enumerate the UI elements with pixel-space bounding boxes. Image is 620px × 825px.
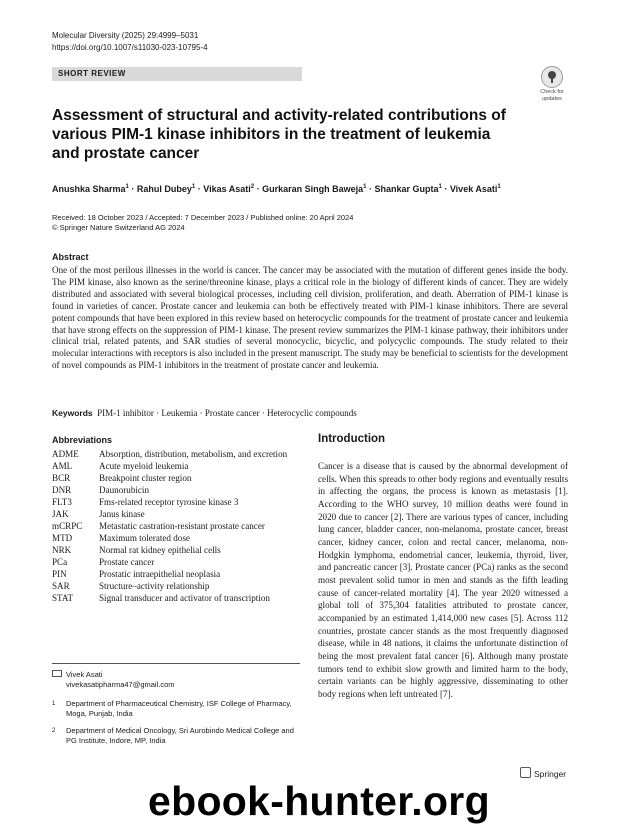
keywords-label: Keywords <box>52 408 93 418</box>
abbreviation-key: FLT3 <box>52 497 72 507</box>
article-title: Assessment of structural and activity-related contributions of various PIM-1 kinase inhibitors in the treatment of leukemia and prostate cancer <box>52 107 506 162</box>
abbreviation-key: STAT <box>52 593 73 603</box>
journal-header <box>52 30 208 54</box>
abbreviations-list <box>52 448 302 604</box>
abbreviation-key: AML <box>52 461 73 471</box>
copyright-line: © Springer Nature Switzerland AG 2024 <box>52 223 185 232</box>
footnote-divider <box>52 663 300 664</box>
doi-link[interactable]: https://doi.org/10.1007/s11030-023-10795-4 <box>52 43 208 52</box>
abbreviation-row <box>52 496 302 508</box>
author-affiliation-mark: 1 <box>497 184 501 190</box>
abbreviation-row <box>52 484 302 496</box>
abbreviation-row <box>52 508 302 520</box>
abbreviation-row <box>52 580 302 592</box>
abbreviation-value: Signal transducer and activator of transcription <box>99 593 270 603</box>
abbreviation-key: BCR <box>52 473 71 483</box>
abbreviation-row <box>52 448 302 460</box>
abbreviation-row <box>52 532 302 544</box>
watermark: ebook-hunter.org <box>148 778 490 824</box>
affiliation-number: 1 <box>52 701 56 707</box>
abbreviation-key: ADME <box>52 449 79 459</box>
abbreviation-key: JAK <box>52 509 69 519</box>
abbreviation-row <box>52 460 302 472</box>
abbreviation-value: Daunorubicin <box>99 485 150 495</box>
publisher-logo <box>520 767 566 779</box>
abbreviation-value: Normal rat kidney epithelial cells <box>99 545 221 555</box>
keywords <box>52 407 572 419</box>
history-dates: Received: 18 October 2023 / Accepted: 7 December 2023 / Published online: 20 April 2024 <box>52 213 354 222</box>
abbreviation-row <box>52 472 302 484</box>
abbreviation-value: Absorption, distribution, metabolism, and excretion <box>99 449 288 459</box>
author-name[interactable]: Vikas Asati <box>203 184 251 194</box>
author-affiliation-mark: 1 <box>125 184 129 190</box>
abbreviation-value: Breakpoint cluster region <box>99 473 192 483</box>
abbreviation-key: PIN <box>52 569 67 579</box>
introduction-heading: Introduction <box>318 433 386 445</box>
author-affiliation-mark: 1 <box>363 184 367 190</box>
abbreviation-value: Metastatic castration-resistant prostate cancer <box>99 521 265 531</box>
correspondence <box>52 670 175 690</box>
abbreviation-key: SAR <box>52 581 70 591</box>
badge-line1: Check for <box>540 89 564 95</box>
abbreviation-row <box>52 544 302 556</box>
corresponding-author-email[interactable]: vivekasatipharma47@gmail.com <box>66 680 175 689</box>
abbreviation-row <box>52 520 302 532</box>
author-affiliation-mark: 2 <box>250 184 255 190</box>
abbreviation-value: Maximum tolerated dose <box>99 533 190 543</box>
affiliation-text: Department of Pharmaceutical Chemistry, ISF College of Pharmacy, Moga, Punjab, India <box>66 699 292 718</box>
abbreviation-key: PCa <box>52 557 68 567</box>
affiliation <box>52 699 302 719</box>
author-name[interactable]: Rahul Dubey <box>136 184 192 194</box>
abbreviation-value: Janus kinase <box>99 509 145 519</box>
badge-line2: updates <box>542 96 562 102</box>
check-for-updates-badge[interactable] <box>536 66 568 100</box>
publication-dates <box>52 213 353 233</box>
abbreviation-key: mCRPC <box>52 521 83 531</box>
affiliation-text: Department of Medical Oncology, Sri Aurobindo Medical College and PG Institute, Indore, MP, India <box>66 726 294 745</box>
check-for-updates-icon <box>541 66 563 88</box>
abbreviation-value: Structure–activity relationship <box>99 581 210 591</box>
abbreviation-key: MTD <box>52 533 73 543</box>
abbreviation-value: Prostatic intraepithelial neoplasia <box>99 569 221 579</box>
author-affiliation-mark: 1 <box>191 184 196 190</box>
abbreviation-value: Acute myeloid leukemia <box>99 461 189 471</box>
author-name[interactable]: Gurkaran Singh Baweja <box>262 184 364 194</box>
abstract-text: One of the most perilous illnesses in the world is cancer. The cancer may be associated with the mutation of different genes inside the body. The PIM kinase, also known as the serine/threonine kinase, plays a critical role in the biology of different kinds of cancer. They are widely distributed and associated with several biological processes, including cell division, proliferation, and death. Aberration of PIM-1 kinase is found in varieties of cancer. Prostate cancer and leukemia can both be effectively treated with PIM-1 kinase inhibitors. There are several potent compounds that have been explored in this review based on heterocyclic compounds for the treatment of prostate cancer and leukemia that have strong effects on the suppression of PIM-1 kinase. The present review summarizes the PIM-1 kinase pathway, their inhibitors under clinical trial, related patents, and SAR studies of several monocyclic, bicyclic, and polycyclic compounds. The study related to their molecular interactions with receptors is also included in the present manuscript. The study may be beneficial to scientists for the development of novel compounds as PIM-1 inhibitors in the treatment of prostate cancer and leukemia. <box>52 265 568 371</box>
journal-citation: Molecular Diversity (2025) 29:4999–5031 <box>52 31 199 40</box>
abbreviation-value: Fms-related receptor tyrosine kinase 3 <box>99 497 239 507</box>
keywords-text: PIM-1 inhibitor · Leukemia · Prostate cancer · Heterocyclic compounds <box>97 408 357 418</box>
corresponding-author-name: Vivek Asati <box>66 670 103 679</box>
abbreviation-row <box>52 568 302 580</box>
abbreviations-heading: Abbreviations <box>52 435 113 445</box>
springer-horse-icon <box>520 767 531 778</box>
affiliation <box>52 726 302 746</box>
envelope-icon <box>52 670 62 677</box>
abbreviation-value: Prostate cancer <box>99 557 155 567</box>
abbreviation-row <box>52 592 302 604</box>
section-label: SHORT REVIEW <box>52 67 302 81</box>
abbreviation-key: DNR <box>52 485 72 495</box>
author-list: Anushka Sharma$^1$ · Rahul Dubey$^1$ · Vikas Asati$^2$ · Gurkaran Singh Baweja$^1$ · Shankar Gupta$^1$ · Vivek Asati$^1$ <box>52 184 501 194</box>
introduction-text: Cancer is a disease that is caused by the abnormal development of cells. When this spreads to other body regions and eventually results in affecting the organs, the process is known as metastasis [1]. According to the WHO survey, 10 million deaths were found in 2020 due to cancer [2]. There are various types of cancer, including lung cancer, bladder cancer, non-melanoma, prostate cancer, breast cancer, kidney cancer, colon and rectal cancer, melanoma, non-Hodgkin lymphoma, endometrial cancer, leukemia, thyroid, liver, and pancreatic cancer [3]. Prostate cancer (PCa) ranks as the second most prevalent solid tumor in men and stands as the fifth leading cause of cancer-related mortality [4]. The year 2020 witnessed a global toll of 375,304 fatalities attributed to prostate cancer, accompanied by an estimated 1,414,000 new cases [5]. Across 112 countries, prostate cancer stands as the most frequently diagnosed disease, while in 48 nations, it claims the unfortunate distinction of being the most prevalent fatal cancer [6]. Although many prostate tumors tend to exhibit slow growth and limited harm to the body, certain variants can be highly aggressive, disseminating to other body regions when left untreated [7]. <box>318 461 568 699</box>
author-affiliation-mark: 1 <box>438 184 442 190</box>
author-name[interactable]: Shankar Gupta <box>374 184 439 194</box>
publisher-name: Springer <box>534 769 567 779</box>
abbreviation-row <box>52 556 302 568</box>
author-name[interactable]: Vivek Asati <box>449 184 498 194</box>
abstract-heading: Abstract <box>52 252 89 262</box>
affiliation-number: 2 <box>52 728 56 734</box>
abbreviation-key: NRK <box>52 545 72 555</box>
author-name[interactable]: Anushka Sharma <box>52 184 126 194</box>
